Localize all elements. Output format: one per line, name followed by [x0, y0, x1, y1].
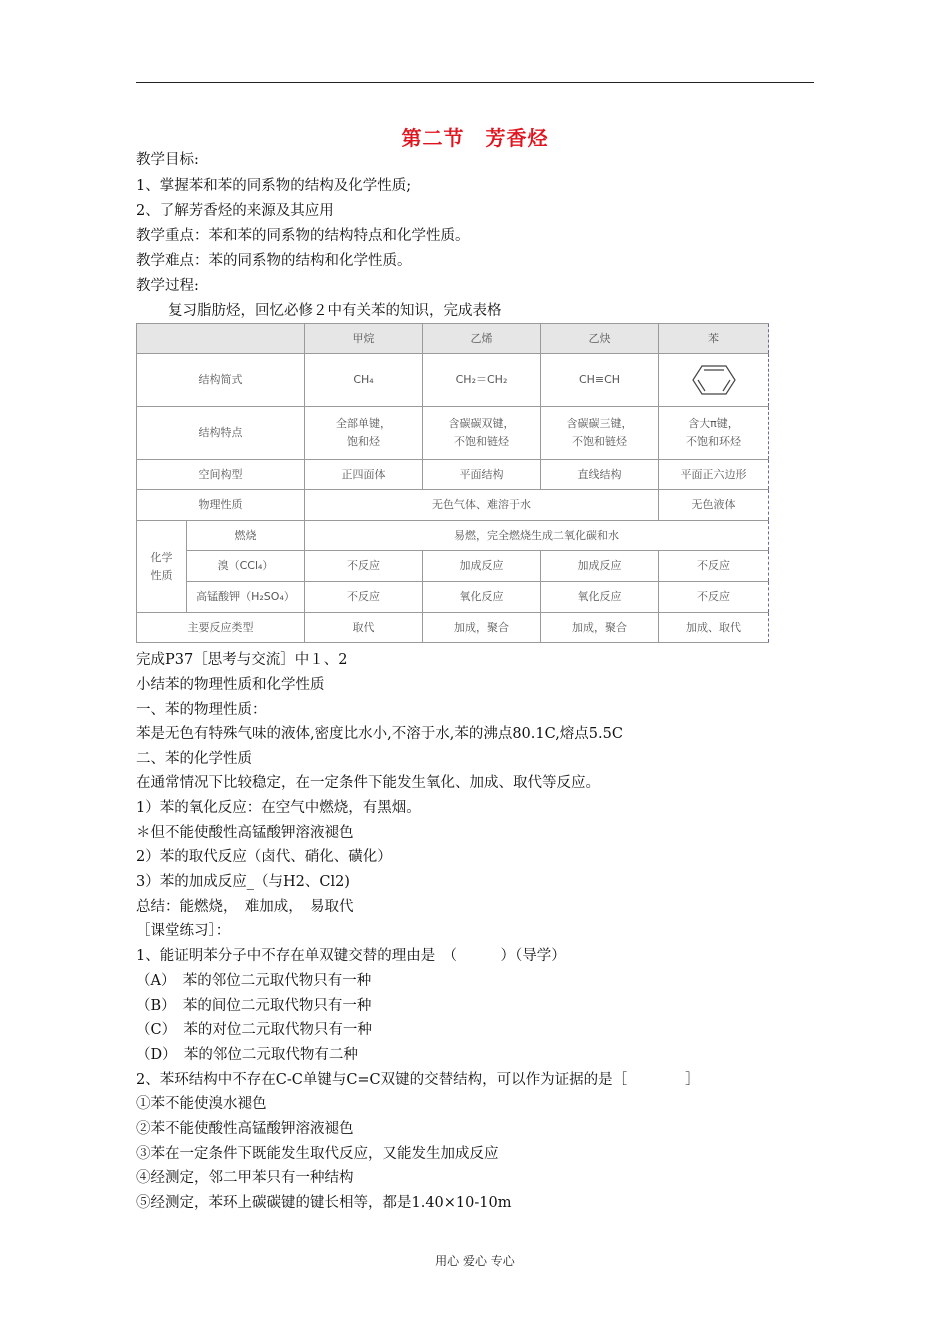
table-cell — [541, 407, 659, 460]
text-line: （B） 苯的间位二元取代物只有一种 — [136, 998, 372, 1014]
table-cell — [659, 354, 769, 407]
text-line: ①苯不能使溴水褪色 — [136, 1096, 267, 1112]
table-cell: 易燃，完全燃烧生成二氧化碳和水 — [305, 521, 769, 551]
table-cell: 主要反应类型 — [137, 613, 305, 643]
table-cell: 加成反应 — [423, 551, 541, 582]
table-cell: 氧化反应 — [423, 582, 541, 613]
text-line: 二、苯的化学性质 — [136, 751, 252, 767]
table-cell: 结构简式 — [137, 354, 305, 407]
text-line: 1、掌握苯和苯的同系物的结构及化学性质; — [136, 178, 412, 194]
table-cell: CH≡CH — [541, 354, 659, 407]
text-line: 2、苯环结构中不存在C-C单键与C=C双键的交替结构，可以作为证据的是［ ］ — [136, 1072, 700, 1088]
table-cell — [659, 407, 769, 460]
table-row — [137, 324, 769, 354]
table-cell: 无色气体、难溶于水 — [305, 490, 659, 521]
text-line: ②苯不能使酸性高锰酸钾溶液褪色 — [136, 1121, 354, 1137]
table-cell: 平面结构 — [423, 460, 541, 490]
table-row — [137, 407, 769, 460]
text-line: （C） 苯的对位二元取代物只有一种 — [136, 1022, 372, 1038]
text-line: 教学目标: — [136, 152, 199, 168]
cell-line: 化学 — [150, 550, 173, 564]
comparison-table — [136, 323, 769, 643]
table-cell: 氧化反应 — [541, 582, 659, 613]
cell-line: 性质 — [150, 568, 173, 582]
table-cell: CH₄ — [305, 354, 423, 407]
table-cell: 物理性质 — [137, 490, 305, 521]
table-cell: 加成、取代 — [659, 613, 769, 643]
text-line: 教学难点：苯的同系物的结构和化学性质。 — [136, 253, 412, 269]
header-rule — [136, 82, 814, 83]
text-line: ⑤经测定，苯环上碳碳键的键长相等，都是1.40×10-10m — [136, 1195, 512, 1211]
text-line: 2）苯的取代反应（卤代、硝化、磺化） — [136, 849, 392, 865]
text-line: ③苯在一定条件下既能发生取代反应，又能发生加成反应 — [136, 1146, 499, 1162]
table-cell: 取代 — [305, 613, 423, 643]
table-cell: 平面正六边形 — [659, 460, 769, 490]
table-cell: 空间构型 — [137, 460, 305, 490]
cell-line: 含碳碳双键， — [448, 417, 515, 430]
table-cell: 不反应 — [659, 582, 769, 613]
text-line: 总结：能燃烧， 难加成， 易取代 — [136, 899, 354, 915]
table-header-cell: 甲烷 — [305, 324, 423, 354]
table-cell: 不反应 — [659, 551, 769, 582]
text-line: 1）苯的氧化反应：在空气中燃烧，有黑烟。 — [136, 800, 421, 816]
benzene-ring-icon — [690, 362, 738, 398]
table-cell: 溴（CCl₄） — [187, 551, 305, 582]
table-row — [137, 460, 769, 490]
table-cell: 无色液体 — [659, 490, 769, 521]
text-line: 完成P37［思考与交流］中１、2 — [136, 652, 348, 668]
cell-line: 不饱和环烃 — [686, 435, 741, 448]
table-cell — [305, 407, 423, 460]
table-header-cell: 苯 — [659, 324, 769, 354]
table-cell: 不反应 — [305, 551, 423, 582]
text-line: 小结苯的物理性质和化学性质 — [136, 677, 325, 693]
table-cell: 直线结构 — [541, 460, 659, 490]
table-cell: 高锰酸钾（H₂SO₄） — [187, 582, 305, 613]
table-row — [137, 582, 769, 613]
table-cell — [137, 324, 305, 354]
table-cell: 燃烧 — [187, 521, 305, 551]
table-header-cell: 乙烯 — [423, 324, 541, 354]
page-footer: 用心 爱心 专心 — [435, 1254, 515, 1268]
table-row — [137, 551, 769, 582]
text-line: ［课堂练习］： — [136, 923, 231, 939]
table-cell: CH₂＝CH₂ — [423, 354, 541, 407]
table-cell: 正四面体 — [305, 460, 423, 490]
table-cell: 结构特点 — [137, 407, 305, 460]
text-line: 3）苯的加成反应_（与H2、Cl2) — [136, 874, 350, 890]
cell-line: 含大π键， — [688, 417, 739, 430]
table-cell: 加成，聚合 — [423, 613, 541, 643]
table-header-cell: 乙炔 — [541, 324, 659, 354]
table-row — [137, 613, 769, 643]
text-line: 1、能证明苯分子中不存在单双键交替的理由是 （ ）（导学） — [136, 948, 566, 964]
text-line: 复习脂肪烃，回忆必修２中有关苯的知识，完成表格 — [168, 303, 502, 319]
text-line: 教学重点：苯和苯的同系物的结构特点和化学性质。 — [136, 228, 470, 244]
text-line: 教学过程: — [136, 278, 199, 294]
table-cell: 加成，聚合 — [541, 613, 659, 643]
table-row — [137, 354, 769, 407]
cell-line: 全部单键， — [336, 417, 391, 430]
cell-line: 不饱和链烃 — [454, 435, 509, 448]
page-title: 第二节 芳香烃 — [401, 126, 549, 150]
table-row — [137, 490, 769, 521]
cell-line: 含碳碳三键， — [566, 417, 633, 430]
table-cell: 不反应 — [305, 582, 423, 613]
table-cell — [423, 407, 541, 460]
cell-line: 不饱和链烃 — [572, 435, 627, 448]
table-row — [137, 521, 769, 551]
text-line: 苯是无色有特殊气味的液体,密度比水小,不溶于水,苯的沸点80.1C,熔点5.5C — [136, 726, 623, 742]
text-line: ＊但不能使酸性高锰酸钾溶液褪色 — [136, 825, 354, 841]
text-line: 一、苯的物理性质： — [136, 702, 267, 718]
cell-line: 饱和烃 — [347, 435, 380, 448]
text-line: （A） 苯的邻位二元取代物只有一种 — [136, 973, 372, 989]
table-cell — [137, 521, 187, 613]
text-line: 2、了解芳香烃的来源及其应用 — [136, 203, 334, 219]
table-cell: 加成反应 — [541, 551, 659, 582]
text-line: （D） 苯的邻位二元取代物有二种 — [136, 1047, 358, 1063]
text-line: 在通常情况下比较稳定，在一定条件下能发生氧化、加成、取代等反应。 — [136, 775, 600, 791]
text-line: ④经测定，邻二甲苯只有一种结构 — [136, 1170, 354, 1186]
